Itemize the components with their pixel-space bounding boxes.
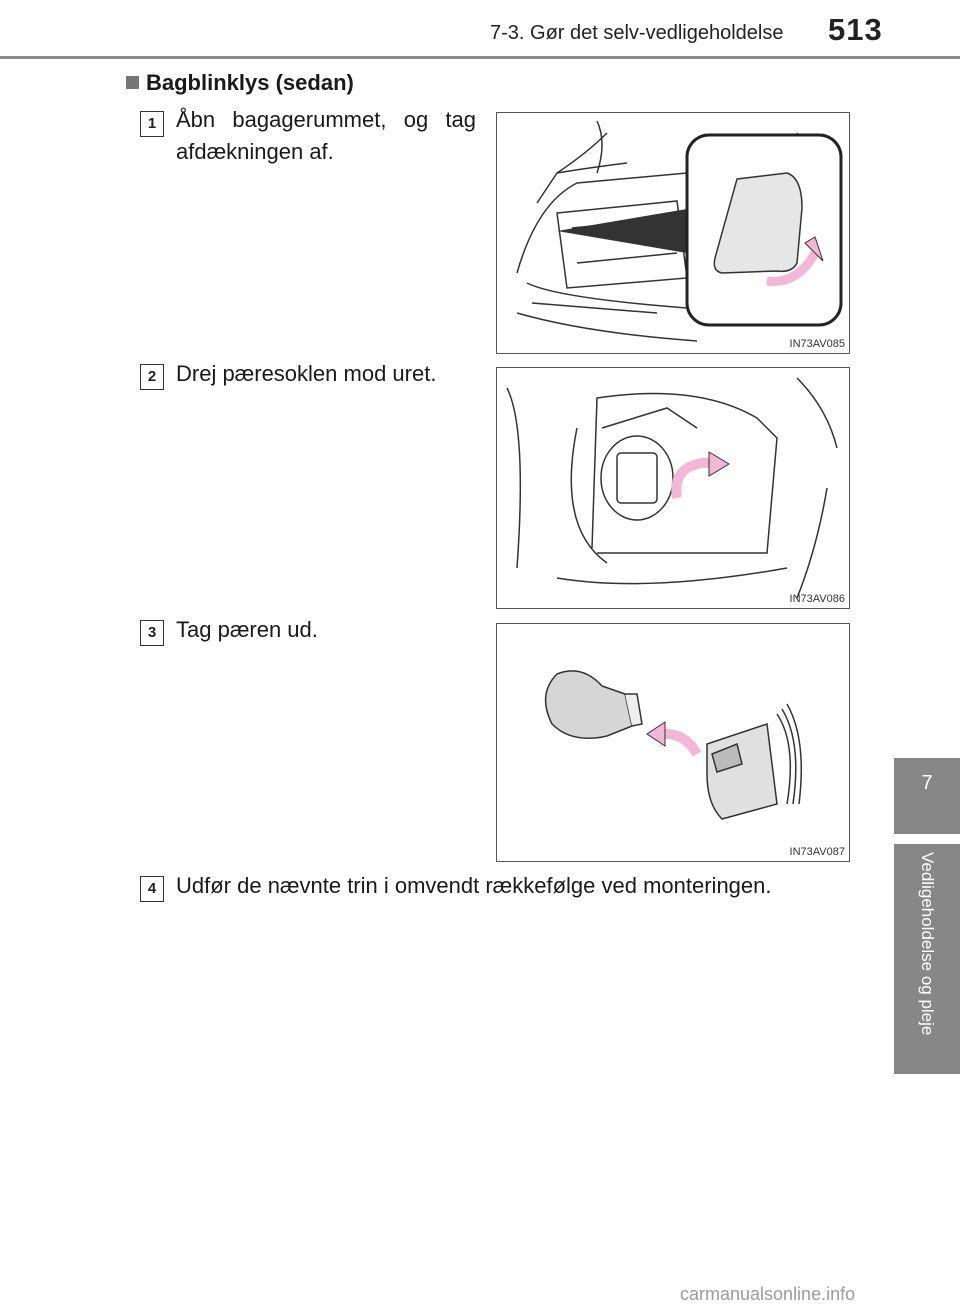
section-title: Bagblinklys (sedan) <box>146 70 354 95</box>
page-number: 513 <box>828 12 883 47</box>
figure-turn-socket <box>496 367 850 609</box>
section-heading <box>126 70 354 96</box>
square-bullet-icon <box>126 76 139 89</box>
chapter-number: 7 <box>921 772 933 794</box>
header-section-title: 7-3. Gør det selv-vedligeholdelse <box>490 22 784 44</box>
step-text-2: Drej pæresoklen mod uret. <box>176 361 437 386</box>
chapter-label-tab <box>894 844 960 1074</box>
socket-illustration <box>497 368 849 608</box>
header-divider <box>0 56 960 59</box>
figure-open-trunk <box>496 112 850 354</box>
trunk-cover-illustration <box>497 113 849 353</box>
step-text-4: Udfør de nævnte trin i omvendt rækkefølge ved monteringen. <box>176 873 772 898</box>
figure-code-3: IN73AV087 <box>789 846 845 858</box>
chapter-tab <box>894 758 960 834</box>
step-number-4: 4 <box>140 876 164 902</box>
figure-code-1: IN73AV085 <box>789 338 845 350</box>
step-number-1: 1 <box>140 111 164 137</box>
figure-code-2: IN73AV086 <box>789 593 845 605</box>
bulb-illustration <box>497 624 849 861</box>
step-text-1: Åbn bagagerummet, og tag afdækningen af. <box>176 107 476 164</box>
step-number-3: 3 <box>140 620 164 646</box>
step-text-3: Tag pæren ud. <box>176 617 318 642</box>
chapter-label: Vedligeholdelse og pleje <box>918 852 937 1036</box>
figure-remove-bulb <box>496 623 850 862</box>
watermark: carmanualsonline.info <box>680 1284 856 1304</box>
step-number-2: 2 <box>140 364 164 390</box>
